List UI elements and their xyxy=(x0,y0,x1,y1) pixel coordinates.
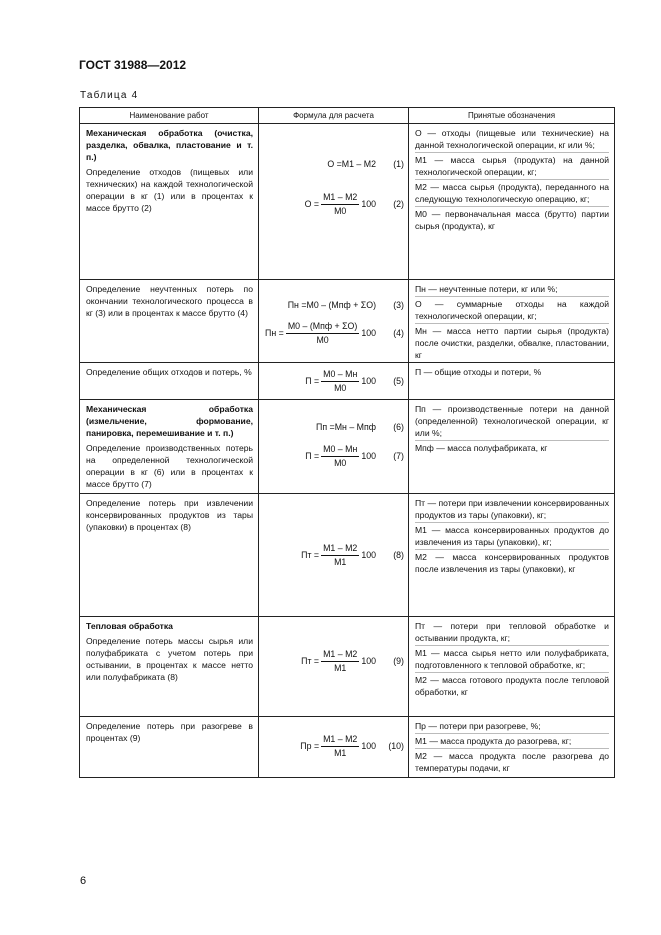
column-header: Формула для расчета xyxy=(259,108,409,124)
notation-definition: П — общие отходы и потери, % xyxy=(415,367,542,377)
table-row xyxy=(80,617,615,717)
fraction-numerator: М0 – Мн xyxy=(321,369,359,382)
formula-number: (6) xyxy=(393,422,404,432)
formula-lhs: О = xyxy=(304,199,320,209)
formula-expression: Мн – Мпф xyxy=(334,422,376,432)
fraction xyxy=(321,192,359,217)
formula-multiplier: 100 xyxy=(361,451,376,461)
section-heading: Механическая обработка (измельчение, формование, панировка, перемешивание и т. п.) xyxy=(86,404,253,438)
notation-definition: М2 — масса сырья (продукта), переданного на следующую технологическую операцию, кг; xyxy=(415,180,609,207)
notation-definition: Пт — потери при извлечении консервированных продуктов из тары (упаковки), кг; xyxy=(415,496,609,523)
formula-multiplier: 100 xyxy=(361,199,376,209)
notation-definition: Мпф — масса полуфабриката, кг xyxy=(415,443,548,453)
fraction-numerator: М1 – М2 xyxy=(321,734,359,747)
table-row xyxy=(80,280,615,363)
notation-definition: М1 — масса продукта до разогрева, кг; xyxy=(415,734,609,749)
table-row xyxy=(80,494,615,617)
work-description: Определение неучтенных потерь по окончании технологического процесса в кг (3) или в процентах к массе брутто (4) xyxy=(86,284,253,318)
formula-number: (10) xyxy=(388,741,404,751)
formula-cell xyxy=(259,124,409,280)
notation-cell xyxy=(409,617,615,717)
section-heading: Тепловая обработка xyxy=(86,621,173,631)
notation-definition: О — суммарные отходы на каждой технологической операции, кг; xyxy=(415,297,609,324)
notation-definition: О — отходы (пищевые или технические) на данной технологической операции, кг или %; xyxy=(415,126,609,153)
fraction xyxy=(321,734,359,759)
notation-definition: Пр — потери при разогреве, %; xyxy=(415,719,609,734)
fraction-numerator: М1 – М2 xyxy=(321,649,359,662)
fraction xyxy=(321,369,359,394)
work-name-cell xyxy=(80,124,259,280)
formula xyxy=(259,728,408,764)
notation-cell xyxy=(409,280,615,363)
formula-lhs: Пн = xyxy=(287,300,307,310)
formula-number: (1) xyxy=(393,159,404,169)
fraction xyxy=(321,543,359,568)
notation-cell xyxy=(409,494,615,617)
fraction-numerator: М1 – М2 xyxy=(321,192,359,205)
formula-number: (2) xyxy=(393,199,404,209)
fraction-numerator: М0 – (Мпф + ΣО) xyxy=(286,321,360,334)
notation-definition: М0 — первоначальная масса (брутто) партии сырья (продукта), кг xyxy=(415,209,609,231)
formula-cell xyxy=(259,617,409,717)
notation-definition: М2 — масса готового продукта после тепловой обработки, кг xyxy=(415,675,609,697)
notation-definition: М2 — масса консервированных продуктов после извлечения из тары (упаковки), кг xyxy=(415,552,609,574)
table-row xyxy=(80,363,615,400)
formula-number: (5) xyxy=(393,376,404,386)
formula-cell xyxy=(259,400,409,494)
fraction-denominator: М0 xyxy=(316,334,329,345)
formula xyxy=(259,146,408,182)
fraction xyxy=(321,444,359,469)
table-caption: Таблица 4 xyxy=(80,90,139,101)
work-name-cell xyxy=(80,363,259,400)
table-row xyxy=(80,717,615,778)
work-name-cell xyxy=(80,717,259,778)
formula-number: (8) xyxy=(393,550,404,560)
work-description: Определение потерь при извлечении консервированных продуктов из тары (упаковки) в процентах (8) xyxy=(86,498,253,532)
table-row xyxy=(80,124,615,280)
notation-definition: М1 — масса консервированных продуктов до извлечения из тары (упаковки), кг; xyxy=(415,523,609,550)
work-name-cell xyxy=(80,400,259,494)
fraction-denominator: М0 xyxy=(334,382,347,393)
formula-number: (4) xyxy=(393,328,404,338)
column-header: Наименование работ xyxy=(80,108,259,124)
notation-cell xyxy=(409,717,615,778)
work-description: Определение потерь массы сырья или полуфабриката с учетом потерь при остывании, в процентах к массе нетто или полуфабриката (8) xyxy=(86,636,253,682)
formula-cell xyxy=(259,717,409,778)
notation-definition: М1 — масса сырья (продукта) на данной технологической операции, кг; xyxy=(415,153,609,180)
notation-definition: Пт — потери при тепловой обработке и остывании продукта, кг; xyxy=(415,619,609,646)
work-description: Определение отходов (пищевых или технических) на каждой технологической операции в кг (1) или в процентах к массе брутто (2) xyxy=(86,167,253,213)
fraction-denominator: М1 xyxy=(334,556,347,567)
notation-definition: Мн — масса нетто партии сырья (продукта) после очистки, разделки, обвалке, пластовании, кг xyxy=(415,326,609,360)
work-description: Определение общих отходов и потерь, % xyxy=(86,367,252,377)
notation-cell xyxy=(409,363,615,400)
fraction-numerator: М1 – М2 xyxy=(321,543,359,556)
formula xyxy=(259,643,408,679)
fraction-denominator: М0 xyxy=(334,205,347,216)
formula-lhs: Пп = xyxy=(316,422,335,432)
formula-number: (3) xyxy=(393,300,404,310)
notation-cell xyxy=(409,124,615,280)
formula-lhs: Пр = xyxy=(300,741,320,751)
section-heading: Механическая обработка (очистка, разделка, обвалка, пластование и т. п.) xyxy=(86,128,253,162)
formula-lhs: Пт = xyxy=(301,550,320,560)
work-description: Определение потерь при разогреве в процентах (9) xyxy=(86,721,253,743)
page-number: 6 xyxy=(80,875,87,887)
formula-lhs: Пн = xyxy=(265,328,284,338)
work-description: Определение производственных потерь на определенной технологической операции в кг (6) или в процентах к массе брутто (7) xyxy=(86,443,253,489)
formula-lhs: П = xyxy=(305,451,320,461)
formula-lhs: П = xyxy=(305,376,320,386)
fraction-denominator: М1 xyxy=(334,747,347,758)
formula-multiplier: 100 xyxy=(361,376,376,386)
fraction-denominator: М0 xyxy=(334,457,347,468)
formula-lhs: О = xyxy=(327,159,342,169)
formula-multiplier: 100 xyxy=(361,550,376,560)
formula-expression: М0 – (Мпф + ΣО) xyxy=(306,300,376,310)
fraction xyxy=(321,649,359,674)
formula-lhs: Пт = xyxy=(301,656,320,666)
formula-multiplier: 100 xyxy=(361,656,376,666)
fraction-numerator: М0 – Мн xyxy=(321,444,359,457)
formula-cell xyxy=(259,363,409,400)
column-header: Принятые обозначения xyxy=(409,108,615,124)
notation-definition: Пп — производственные потери на данной (определенной) технологической операции, кг или %; xyxy=(415,402,609,441)
formula-expression: М1 – М2 xyxy=(341,159,376,169)
document-header: ГОСТ 31988—2012 xyxy=(79,58,187,72)
notation-definition: М2 — масса продукта после разогрева до температуры подачи, кг xyxy=(415,751,609,773)
work-name-cell xyxy=(80,280,259,363)
table-header-row xyxy=(80,108,615,124)
formula-multiplier: 100 xyxy=(361,741,376,751)
formula-cell xyxy=(259,280,409,363)
formula-table xyxy=(79,107,615,778)
work-name-cell xyxy=(80,617,259,717)
work-name-cell xyxy=(80,494,259,617)
formula-multiplier: 100 xyxy=(361,328,376,338)
notation-definition: М1 — масса сырья нетто или полуфабриката, подготовленного к тепловой обработке, кг; xyxy=(415,646,609,673)
notation-cell xyxy=(409,400,615,494)
formula-number: (7) xyxy=(393,451,404,461)
fraction xyxy=(286,321,360,346)
formula xyxy=(259,537,408,573)
formula xyxy=(259,363,408,399)
table-row xyxy=(80,400,615,494)
formula xyxy=(259,315,408,351)
notation-definition: Пн — неучтенные потери, кг или %; xyxy=(415,282,609,297)
formula-cell xyxy=(259,494,409,617)
formula xyxy=(259,186,408,222)
fraction-denominator: М1 xyxy=(334,662,347,673)
formula xyxy=(259,438,408,474)
formula-number: (9) xyxy=(393,656,404,666)
